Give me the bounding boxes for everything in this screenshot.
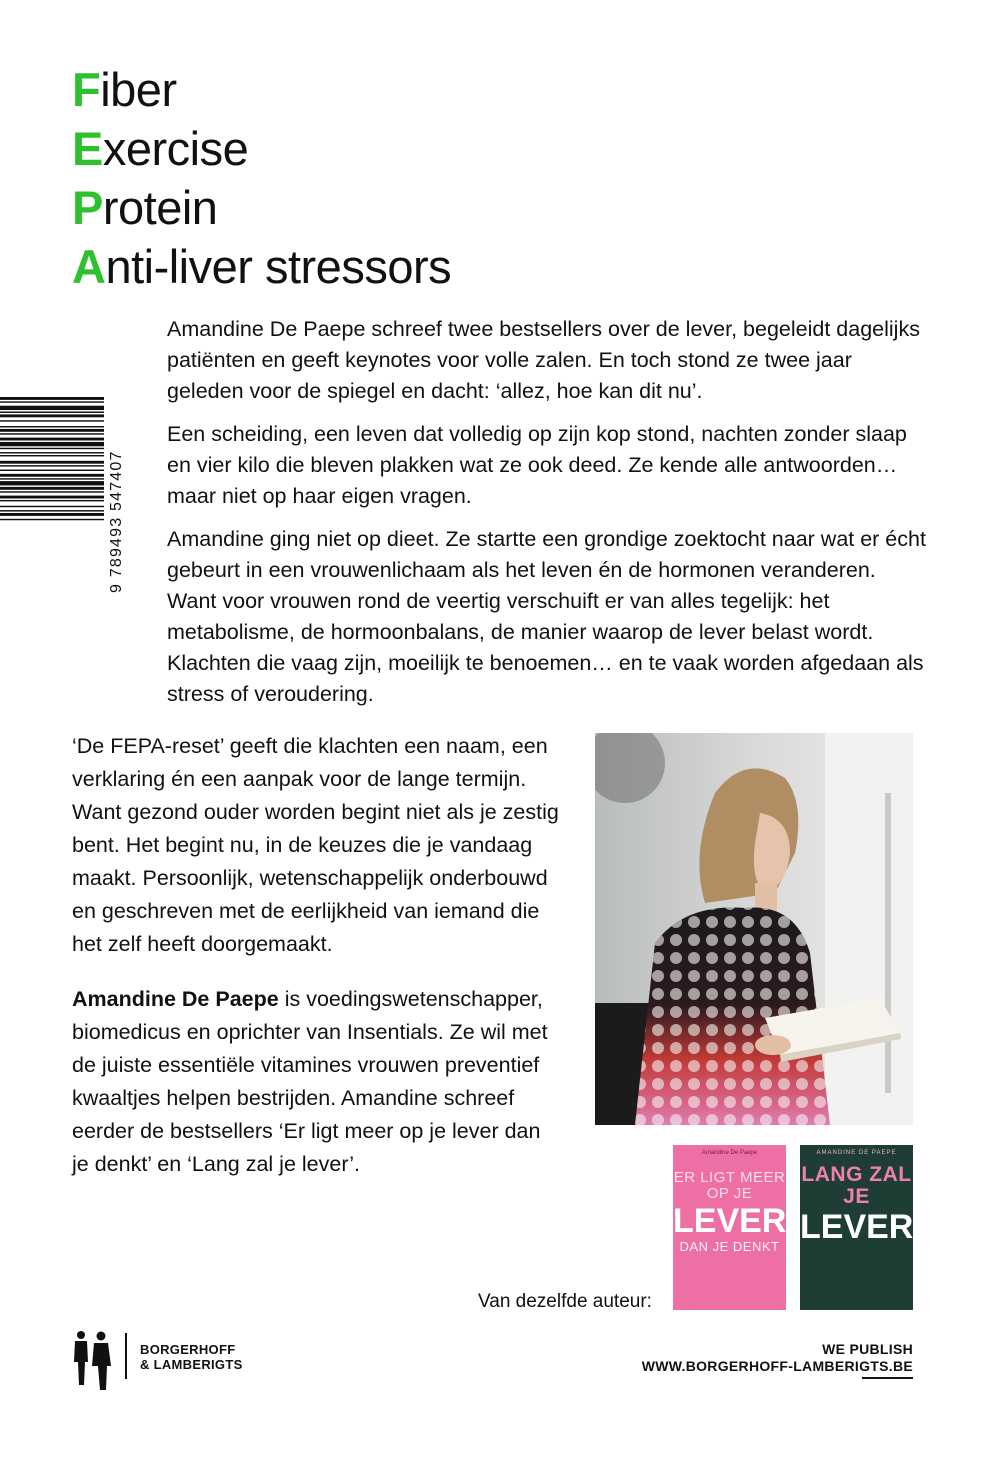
- fepa-line-protein: [72, 178, 451, 237]
- barcode-bar: [0, 519, 104, 520]
- book-cover-lang-zal-je-lever: [800, 1145, 913, 1310]
- barcode-bar: [0, 496, 104, 499]
- barcode-bar: [0, 461, 104, 464]
- book-title-top: LANG ZAL JE: [801, 1163, 912, 1208]
- fepa-word-rest: nti-liver stressors: [105, 240, 452, 293]
- barcode-bar: [0, 426, 104, 427]
- barcode-bar: [0, 478, 104, 479]
- barcode-bar: [0, 506, 104, 507]
- barcode-bar: [0, 438, 104, 441]
- publisher-name: [140, 1342, 243, 1372]
- body-column: [72, 730, 562, 1203]
- intro-paragraph: Amandine De Paepe schreef twee bestsellers over de lever, begeleidt dagelijks patiënten en geeft keynotes voor volle zalen. En toch stond ze twee jaar geleden voor de spiegel en dacht: ‘allez, hoe kan dit nu’.: [167, 317, 920, 403]
- barcode-bar: [0, 510, 104, 511]
- publisher-name-line2: & LAMBERIGTS: [140, 1357, 243, 1372]
- intro-paragraph: Een scheiding, een leven dat volledig op zijn kop stond, nachten zonder slaap en vier kilo die bleven plakken wat ze ook deed. Ze kende alle antwoorden… maar niet op haar eigen vragen.: [167, 422, 907, 508]
- fepa-word-rest: xercise: [102, 122, 249, 175]
- publisher-contact: [642, 1341, 913, 1375]
- book-author: Amandine De Paepe: [701, 1150, 758, 1156]
- intro-paragraph: Amandine ging niet op dieet. Ze startte een grondige zoektocht naar wat er écht gebeurt in een vrouwenlichaam als het leven én de hormonen veranderen. Want voor vrouwen rond de veertig verschuift er van alles tegelijk: het metabolisme, de hormoonbalans, de manier waarop de lever belast wordt. Klachten die vaag zijn, moeilijk te benoemen… en te vaak worden afgedaan als stress of veroudering.: [167, 527, 926, 706]
- fepa-initial: A: [72, 240, 106, 293]
- same-author-label: Van dezelfde auteur:: [478, 1291, 652, 1312]
- barcode-digits: 9 789493 547407: [108, 450, 125, 593]
- book-title-top: ER LIGT MEER OP JE: [673, 1169, 786, 1202]
- barcode-bar: [0, 481, 104, 485]
- author-bio-text: is voedingswetenschapper, biomedicus en oprichter van Insentials. Ze wil met de juiste essentiële vitamines vrouwen preventief kwaaltjes helpen bestrijden. Amandine schreef eerder de bestsellers ‘Er ligt meer op je lever dan je denkt’ en ‘Lang zal je lever’.: [72, 987, 548, 1176]
- barcode-bar: [0, 406, 104, 410]
- barcode-bar: [0, 500, 104, 501]
- barcode-bar: [0, 433, 104, 434]
- fepa-acronym: [72, 60, 451, 296]
- publisher-underline: [862, 1377, 913, 1379]
- reset-paragraph: ‘De FEPA-reset’ geeft die klachten een naam, een verklaring én een aanpak voor de lange termijn. Want gezond ouder worden begint niet als je zestig bent. Het begint nu, in de keuzes die je vandaag maakt. Persoonlijk, wetenschappelijk onderbouwd en geschreven met de eerlijkheid van iemand die het zelf heeft doorgemaakt.: [72, 734, 559, 956]
- barcode-bar: [0, 420, 104, 421]
- barcode-bar: [0, 455, 104, 456]
- fepa-word-rest: iber: [100, 63, 177, 116]
- fepa-line-fiber: [72, 60, 451, 119]
- book-title-big: LEVER: [800, 1208, 913, 1246]
- author-photo: [595, 733, 913, 1125]
- fepa-line-anti-liver-stressors: [72, 237, 451, 296]
- isbn-barcode: [0, 395, 128, 595]
- barcode-bar: [0, 442, 104, 446]
- barcode-bar: [0, 452, 104, 453]
- barcode-bar: [0, 448, 104, 449]
- barcode-bar: [0, 474, 104, 477]
- barcode-bar: [0, 397, 104, 400]
- book-title-bottom: DAN JE DENKT: [679, 1239, 780, 1254]
- barcode-bar: [0, 470, 104, 471]
- book-cover-er-ligt-meer-op-je-lever: [673, 1145, 786, 1310]
- barcode-bar: [0, 401, 104, 402]
- barcode-bar: [0, 513, 104, 516]
- barcode-bar: [0, 465, 104, 466]
- barcode-bar: [0, 429, 104, 432]
- publisher-url[interactable]: WWW.BORGERHOFF-LAMBERIGTS.BE: [641, 1358, 913, 1374]
- publisher-logo: [70, 1330, 255, 1392]
- fepa-initial: E: [72, 122, 103, 175]
- barcode-graphic: [0, 395, 128, 595]
- publisher-divider: [125, 1333, 127, 1379]
- barcode-bar: [0, 414, 104, 417]
- book-author: AMANDINE DE PAEPE: [816, 1150, 897, 1156]
- book-title-big: LEVER: [673, 1202, 786, 1240]
- author-name: Amandine De Paepe: [72, 987, 279, 1011]
- publisher-tagline: WE PUBLISH: [822, 1341, 913, 1357]
- fepa-word-rest: rotein: [102, 181, 218, 234]
- fepa-line-exercise: [72, 119, 451, 178]
- barcode-bar: [0, 487, 104, 490]
- author-bio: [72, 983, 562, 1181]
- publisher-figures-icon: [70, 1330, 120, 1392]
- barcode-bar: [0, 491, 104, 492]
- intro-text: [167, 314, 927, 722]
- fepa-initial: P: [72, 181, 103, 234]
- barcode-bar: [0, 412, 104, 413]
- publisher-name-line1: BORGERHOFF: [140, 1342, 236, 1357]
- fepa-initial: F: [72, 63, 101, 116]
